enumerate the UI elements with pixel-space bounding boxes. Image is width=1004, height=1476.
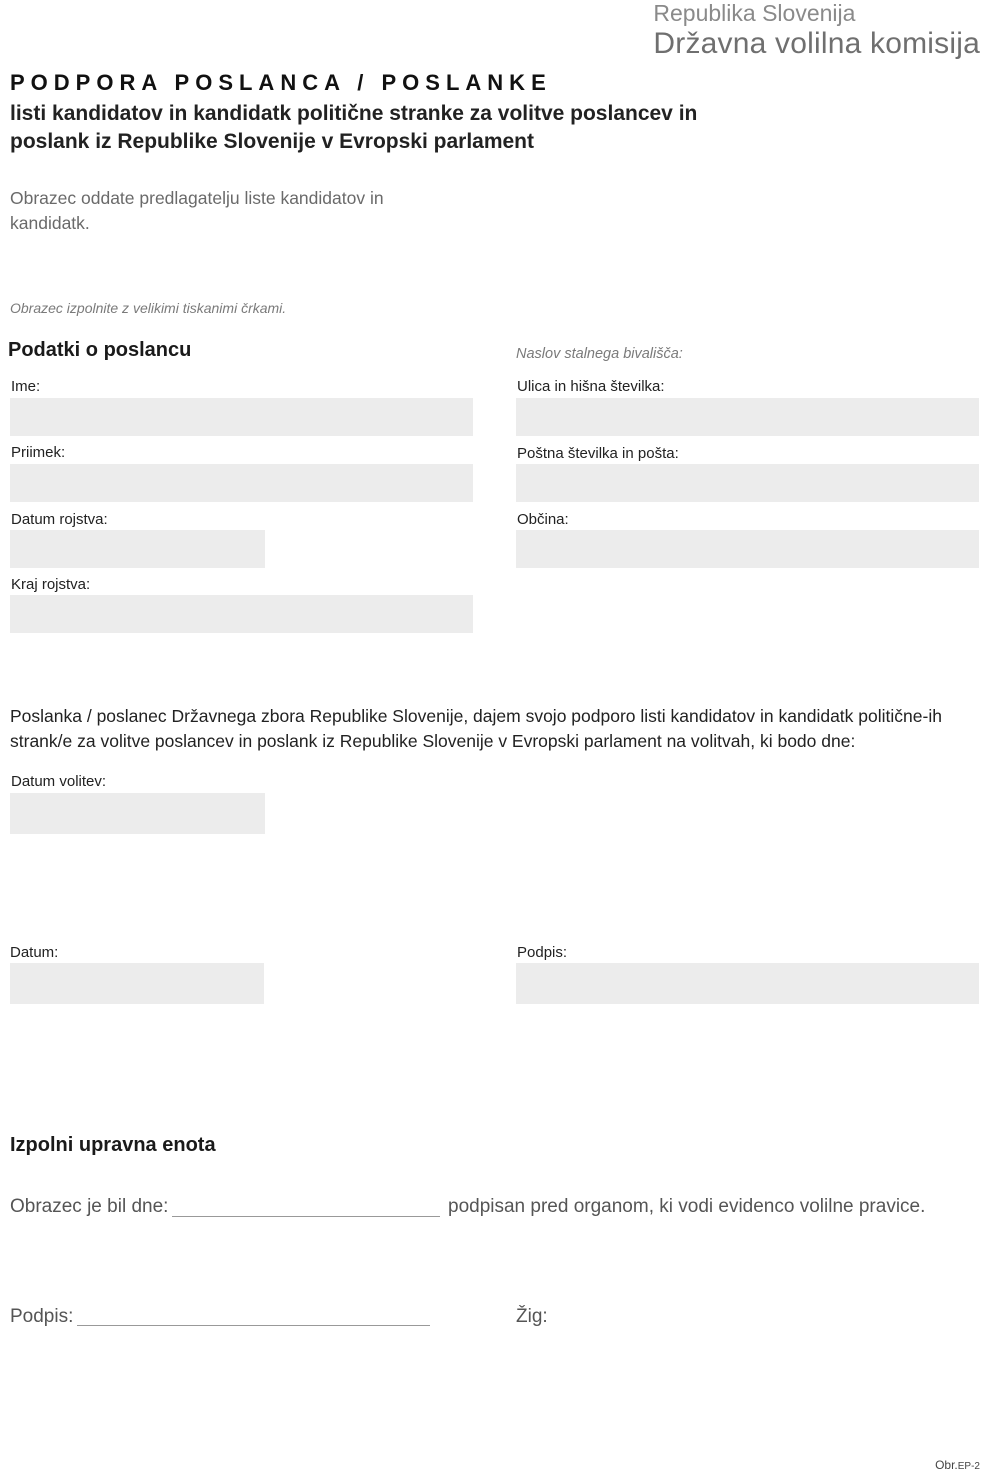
street-field[interactable]: [516, 398, 979, 436]
birth-date-field[interactable]: [10, 530, 265, 568]
birth-place-field[interactable]: [10, 595, 473, 633]
admin-signed-text-after: podpisan pred organom, ki vodi evidenco volilne pravice.: [448, 1196, 926, 1217]
postal-field[interactable]: [516, 464, 979, 502]
first-name-label: Ime:: [11, 378, 41, 395]
election-date-label: Datum volitev:: [11, 773, 107, 790]
org-name: Državna volilna komisija: [653, 27, 980, 60]
signature-label: Podpis:: [517, 944, 568, 961]
street-label: Ulica in hišna številka:: [517, 378, 665, 395]
admin-signature-line[interactable]: [77, 1325, 430, 1326]
admin-date-line[interactable]: [172, 1216, 440, 1217]
stamp-label: Žig:: [516, 1306, 548, 1327]
submission-note: Obrazec oddate predlagatelju liste kandidatov in kandidatk.: [10, 188, 384, 233]
admin-signature-label: Podpis:: [10, 1306, 74, 1327]
date-label: Datum:: [10, 944, 59, 961]
form-subtitle: listi kandidatov in kandidatk politične stranke za volitve poslancev in poslank iz Republike Slovenije v Evropski parlament: [10, 102, 698, 153]
admin-signed-text-before: Obrazec je bil dne:: [10, 1196, 169, 1217]
header-organization: [653, 0, 980, 62]
municipality-label: Občina:: [517, 511, 569, 528]
first-name-field[interactable]: [10, 398, 473, 436]
deputy-section-heading: Podatki o poslancu: [8, 339, 192, 361]
last-name-label: Priimek:: [11, 444, 66, 461]
last-name-field[interactable]: [10, 464, 473, 502]
birth-place-label: Kraj rojstva:: [11, 576, 91, 593]
postal-label: Poštna številka in pošta:: [517, 445, 679, 462]
birth-date-label: Datum rojstva:: [11, 511, 108, 528]
admin-section-heading: Izpolni upravna enota: [10, 1134, 216, 1156]
form-code: [935, 1458, 980, 1472]
fill-instruction: Obrazec izpolnite z velikimi tiskanimi črkami.: [10, 300, 287, 316]
address-section-heading: Naslov stalnega bivališča:: [516, 346, 683, 362]
election-date-field[interactable]: [10, 793, 265, 834]
support-declaration: Poslanka / poslanec Državnega zbora Republike Slovenije, dajem svojo podporo listi kandidatov in kandidatk politične-ih strank/e za volitve poslancev in poslank iz Republike Slovenije v Evropski parlament na volitvah, ki bodo dne:: [10, 706, 942, 751]
date-field[interactable]: [10, 963, 264, 1004]
form-title: PODPORA POSLANCA / POSLANKE: [10, 70, 552, 95]
org-country: Republika Slovenija: [653, 0, 856, 26]
form-code-suffix: EP-2: [957, 1461, 980, 1472]
municipality-field[interactable]: [516, 530, 979, 568]
signature-field[interactable]: [516, 963, 979, 1004]
form-code-prefix: Obr.: [935, 1458, 958, 1472]
